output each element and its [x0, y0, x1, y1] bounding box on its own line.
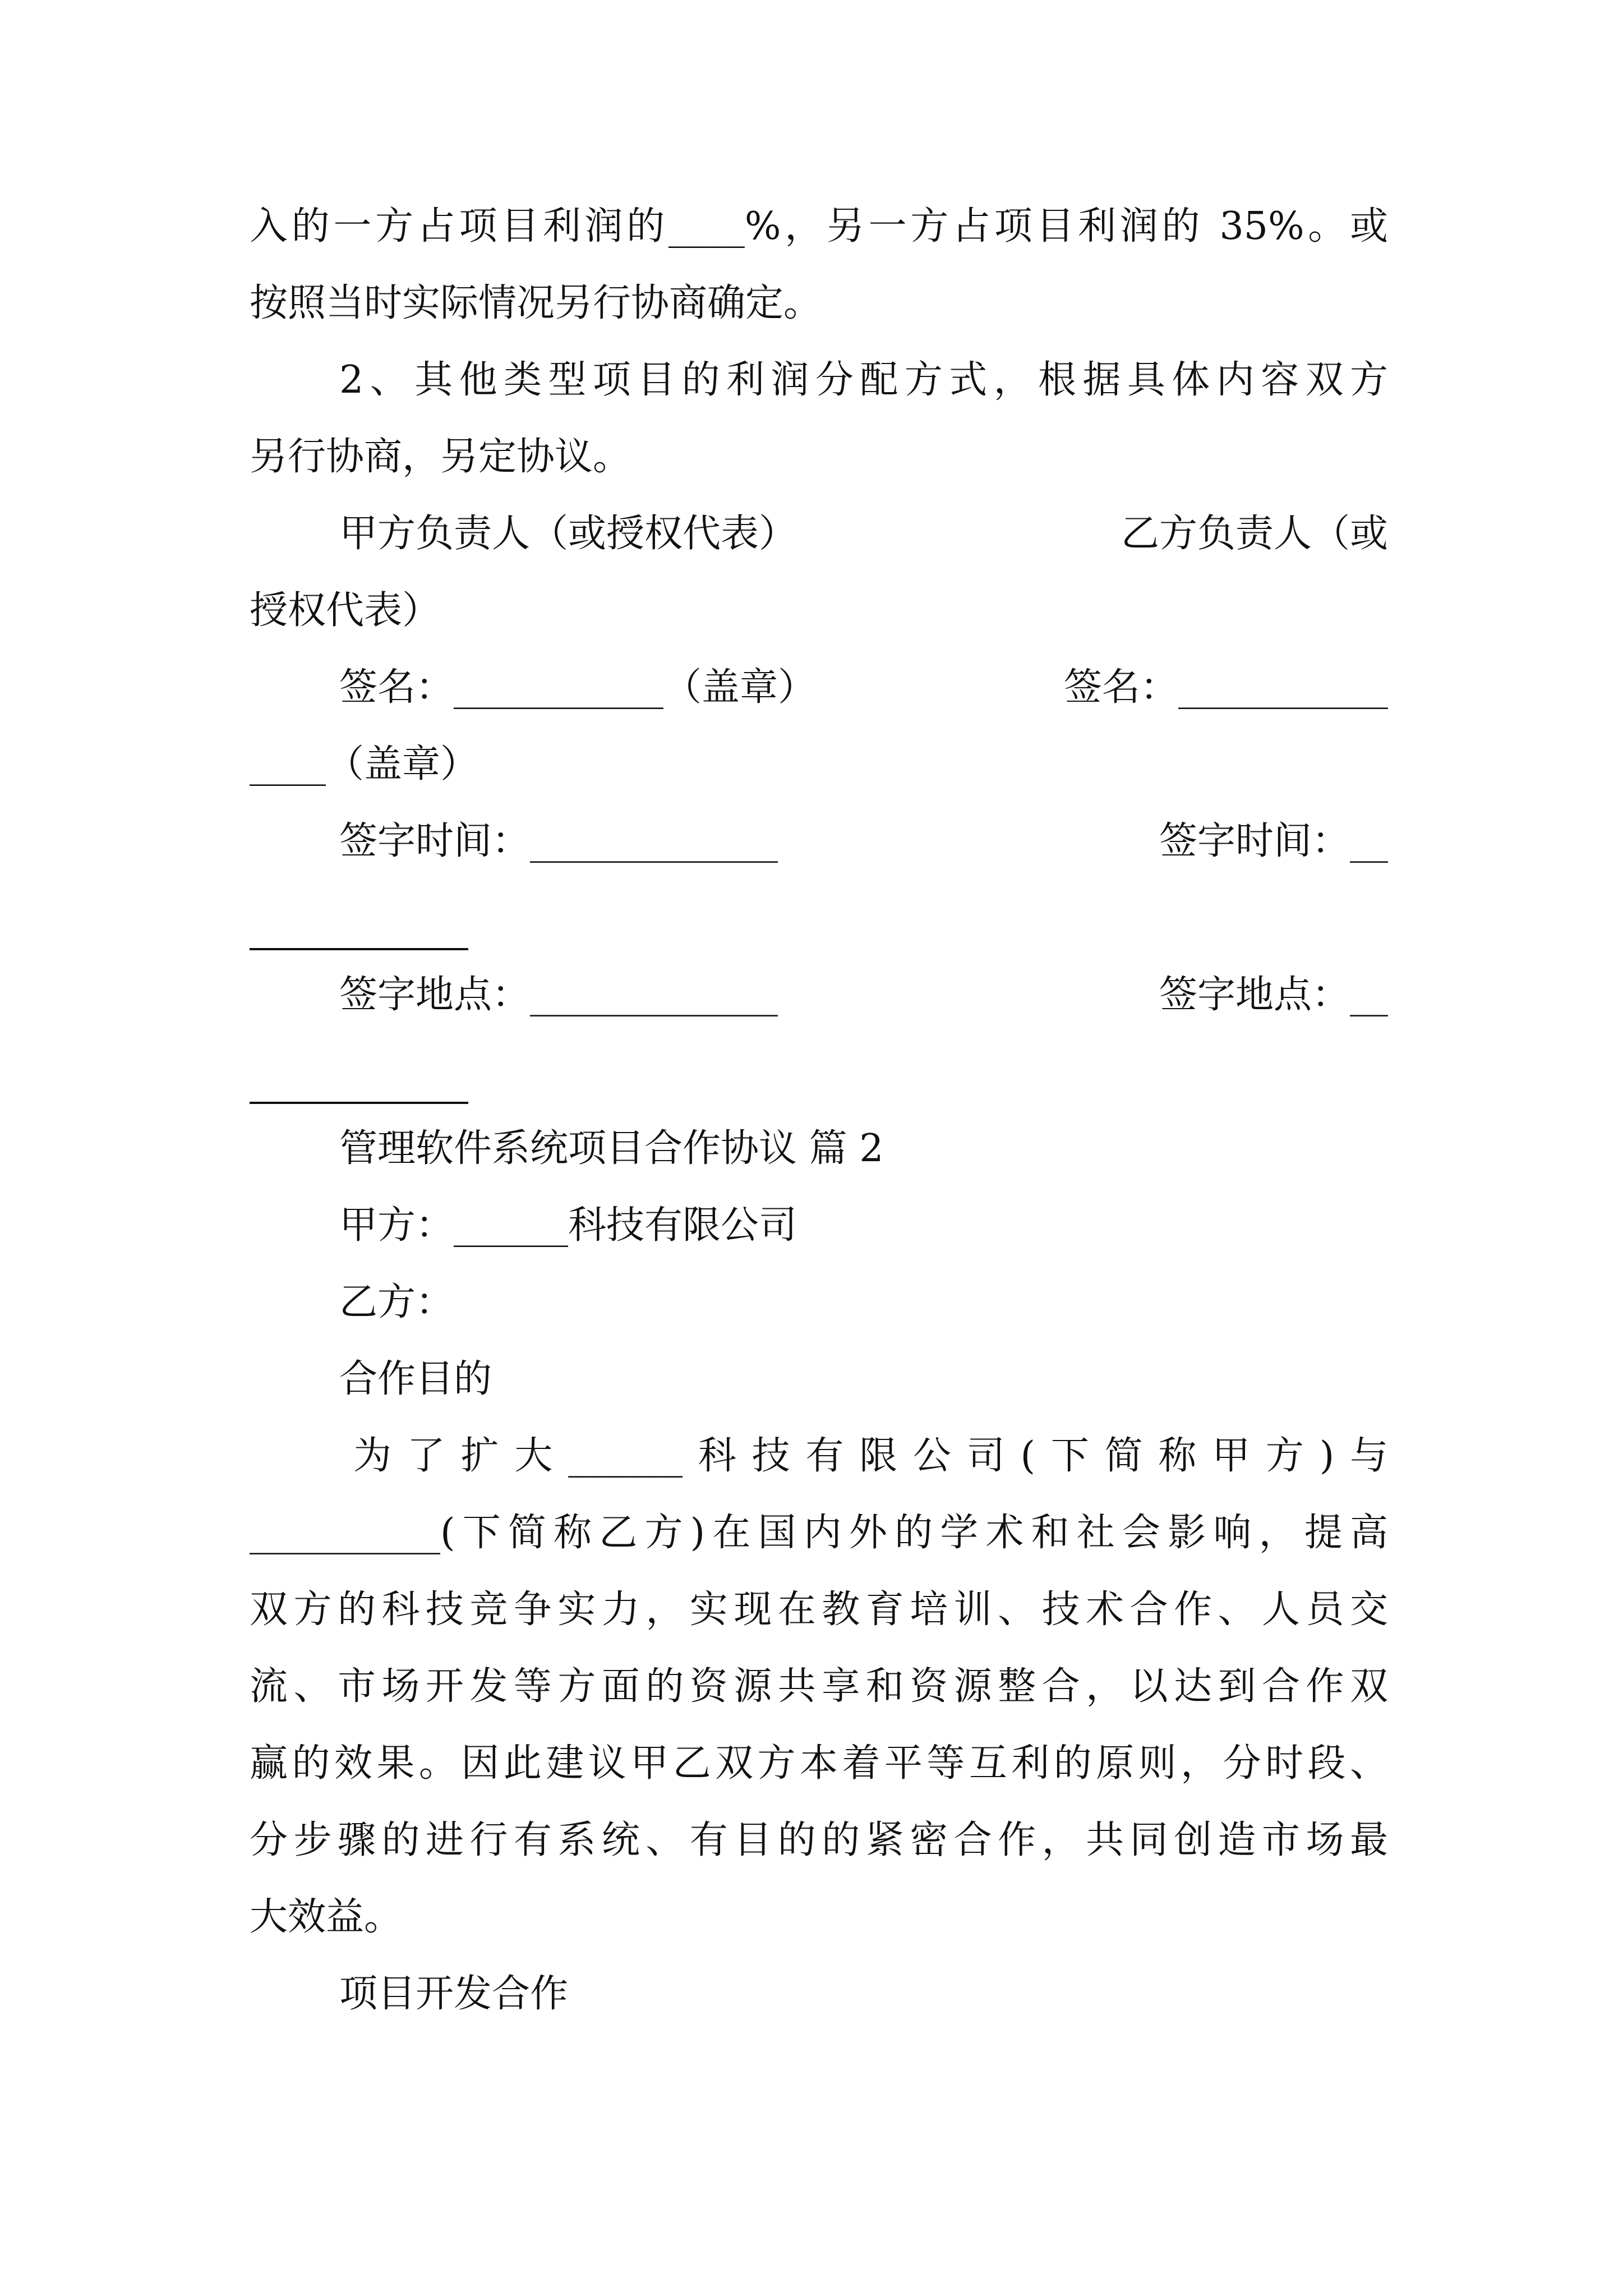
party-b-head: 乙方负责人（或	[1121, 512, 1388, 556]
signature-heads-row	[339, 508, 1388, 560]
party-a-head: 甲方负责人（或授权代表）	[339, 512, 797, 556]
paragraph-line: 按照当时实际情况另行协商确定。	[250, 281, 822, 325]
place-left: 签字地点：_____________	[339, 973, 778, 1017]
paragraph-line: 入的一方占项目利润的____%，另一方占项目利润的 35%。或	[250, 204, 1388, 249]
paragraph-line: 分步骤的进行有系统、有目的的紧密合作，共同创造市场最	[250, 1818, 1388, 1862]
paragraph-line: 流、市场开发等方面的资源共享和资源整合，以达到合作双	[250, 1664, 1388, 1709]
signature-row	[339, 662, 1388, 714]
paragraph-line: 2、其他类型项目的利润分配方式，根据具体内容双方	[339, 358, 1388, 402]
time-right-underline	[250, 948, 468, 950]
paragraph-line: 赢的效果。因此建议甲乙双方本着平等互利的原则，分时段、	[250, 1741, 1388, 1786]
paragraph-line: __________(下简称乙方)在国内外的学术和社会影响，提高	[250, 1511, 1388, 1555]
paragraph-line: 大效益。	[250, 1895, 403, 1939]
paragraph-line: 双方的科技竞争实力，实现在教育培训、技术合作、人员交	[250, 1588, 1388, 1632]
party-b-head-continued: 授权代表）	[250, 588, 441, 633]
paragraph-line: 为了扩大______科技有限公司(下简称甲方)与	[353, 1434, 1388, 1478]
sign-right-continued: ____（盖章）	[250, 742, 479, 786]
party-b-line: 乙方：	[339, 1280, 454, 1324]
party-a-line: 甲方：______科技有限公司	[339, 1203, 797, 1248]
paragraph-line: 另行协商，另定协议。	[250, 435, 631, 479]
time-left: 签字时间：_____________	[339, 819, 778, 863]
purpose-heading: 合作目的	[339, 1357, 492, 1401]
place-right-underline	[250, 1102, 468, 1104]
dev-heading: 项目开发合作	[339, 1972, 569, 2016]
sign-left: 签名：___________（盖章）	[339, 665, 817, 710]
sign-place-row	[339, 969, 1388, 1021]
sign-time-row	[339, 816, 1388, 867]
time-right: 签字时间：__	[1159, 819, 1388, 863]
section-title: 管理软件系统项目合作协议 篇 2	[339, 1126, 884, 1171]
sign-right: 签名：___________	[1063, 665, 1388, 710]
place-right: 签字地点：__	[1159, 973, 1388, 1017]
